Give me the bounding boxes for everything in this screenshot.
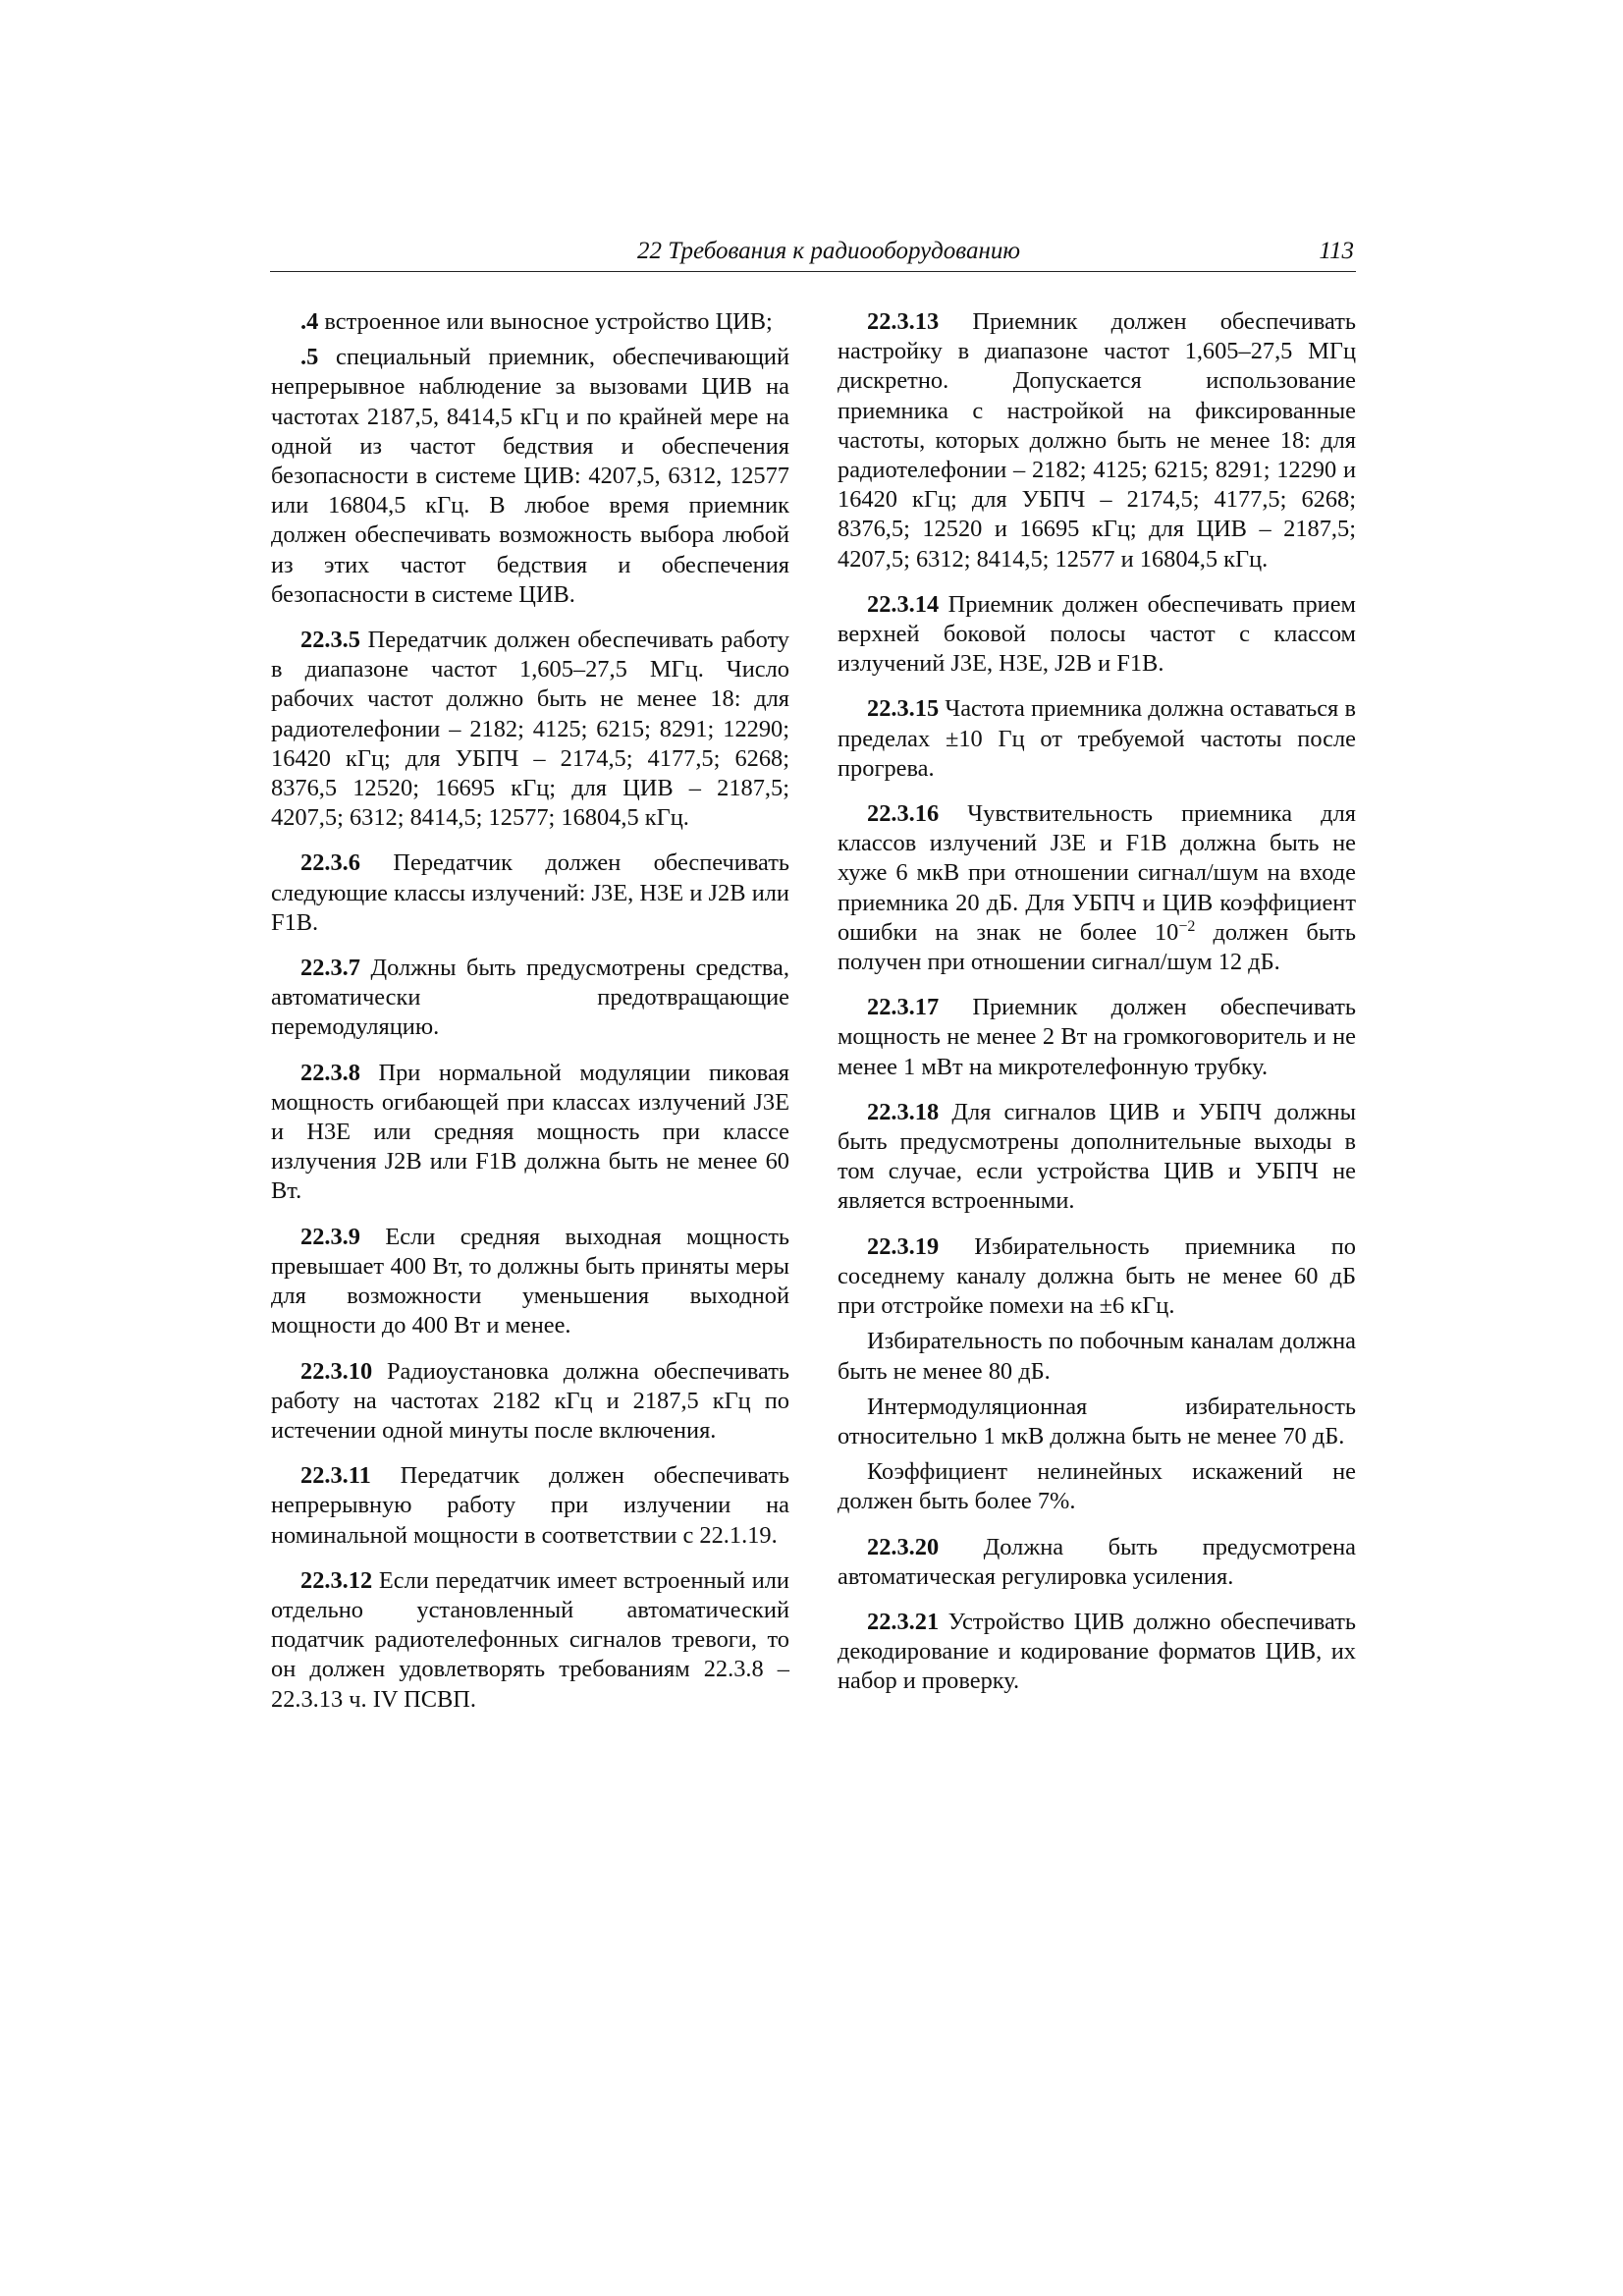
paragraph: 22.3.5 Передатчик должен обеспечивать работу в диапазоне частот 1,605–27,5 МГц. Число рабочих частот должно быть не менее 18: для радиотелефонии – 2182; 4125; 6215; 8291; 12290; 16420 кГц; для УБПЧ – 2174,5; 4177,5; 6268; 8376,5 12520; 16695 кГц; для ЦИВ – 2187,5; 4207,5; 6312; 8414,5; 12577; 16804,5 кГц. [271, 627, 789, 832]
paragraph: Интермодуляционная избирательность относительно 1 мкВ должна быть не менее 70 дБ. [838, 1393, 1356, 1449]
paragraph: Избирательность по побочным каналам должна быть не менее 80 дБ. [838, 1328, 1356, 1385]
paragraph: 22.3.9 Если средняя выходная мощность превышает 400 Вт, то должны быть приняты меры для возможности уменьшения выходной мощности до 400 Вт и менее. [271, 1223, 789, 1339]
paragraph: 22.3.11 Передатчик должен обеспечивать непрерывную работу при излучении на номинальной мощности в соответствии с 22.1.19. [271, 1462, 789, 1549]
exponent: −2 [1178, 917, 1196, 935]
paragraph: 22.3.13 Приемник должен обеспечивать настройку в диапазоне частот 1,605–27,5 МГц дискретно. Допускается использование приемника с настройкой на фиксированные частоты, которых должно быть не менее 18: для радиотелефонии – 2182; 4125; 6215; 8291; 12290 и 16420 кГц; для УБПЧ – 2174,5; 4177,5; 6268; 8376,5; 12520 и 16695 кГц; для ЦИВ – 2187,5; 4207,5; 6312; 8414,5; 12577 и 16804,5 кГц. [838, 308, 1356, 573]
page-number: 113 [1319, 238, 1354, 264]
paragraph: 22.3.7 Должны быть предусмотрены средства, автоматически предотвращающие перемодуляцию. [271, 955, 789, 1041]
paragraph: 22.3.21 Устройство ЦИВ должно обеспечивать декодирование и кодирование форматов ЦИВ, их набор и проверку. [838, 1608, 1356, 1695]
paragraph: 22.3.18 Для сигналов ЦИВ и УБПЧ должны быть предусмотрены дополнительные выходы в том случае, если устройства ЦИВ и УБПЧ не является встроенными. [838, 1098, 1356, 1215]
paragraph: 22.3.6 Передатчик должен обеспечивать следующие классы излучений: J3E, H3E и J2B или F1B. [271, 849, 789, 936]
paragraph: 22.3.14 Приемник должен обеспечивать прием верхней боковой полосы частот с классом излучений J3E, H3E, J2B и F1B. [838, 590, 1356, 678]
paragraph: 22.3.12 Если передатчик имеет встроенный или отдельно установленный автоматический податчик радиотелефонных сигналов тревоги, то он должен удовлетворять требованиям 22.3.8 – 22.3.13 ч. IV ПСВП. [271, 1566, 789, 1713]
header-title: 22 Требования к радиооборудованию [636, 238, 1020, 264]
paragraph: .4 встроенное или выносное устройство ЦИВ; [300, 308, 773, 335]
paragraph: 22.3.10 Радиоустановка должна обеспечивать работу на частотах 2182 кГц и 2187,5 кГц по истечении одной минуты после включения. [271, 1357, 789, 1444]
paragraph: 22.3.20 Должна быть предусмотрена автоматическая регулировка усиления. [838, 1533, 1356, 1590]
paragraph: 22.3.15 Частота приемника должна оставаться в пределах ±10 Гц от требуемой частоты после прогрева. [838, 695, 1356, 782]
left-column [271, 307, 789, 1715]
paragraph: Коэффициент нелинейных искажений не должен быть более 7%. [838, 1458, 1356, 1515]
paragraph: 22.3.8 При нормальной модуляции пиковая мощность огибающей при классах излучений J3E и H3E или средняя мощность при классе излучения J2B или F1B должна быть не менее 60 Вт. [271, 1059, 789, 1205]
paragraph: .5 специальный приемник, обеспечивающий непрерывное наблюдение за вызовами ЦИВ на частотах 2187,5, 8414,5 кГц и по крайней мере на одной из частот бедствия и обеспечения безопасности в системе ЦИВ: 4207,5, 6312, 12577 или 16804,5 кГц. В любое время приемник должен обеспечивать возможность выбора любой из этих частот бедствия и обеспечения безопасности в системе ЦИВ. [271, 344, 789, 608]
paragraph: 22.3.19 Избирательность приемника по соседнему каналу должна быть не менее 60 дБ при отстройке помехи на ±6 кГц. [838, 1232, 1356, 1320]
paragraph: 22.3.16 Чувствительность приемника для классов излучений J3E и F1B должна быть не хуже 6 мкВ при отношении сигнал/шум на входе приемника 20 дБ. Для УБПЧ и ЦИВ коэффициент ошибки на знак не более $10^{-2}$ должен быть получен при отношении сигнал/шум 12 дБ. [838, 800, 1356, 976]
right-column [838, 307, 1356, 1697]
running-header [270, 238, 1356, 272]
paragraph: 22.3.17 Приемник должен обеспечивать мощность не менее 2 Вт на громкоговоритель и не менее 1 мВт на микротелефонную трубку. [838, 994, 1356, 1080]
